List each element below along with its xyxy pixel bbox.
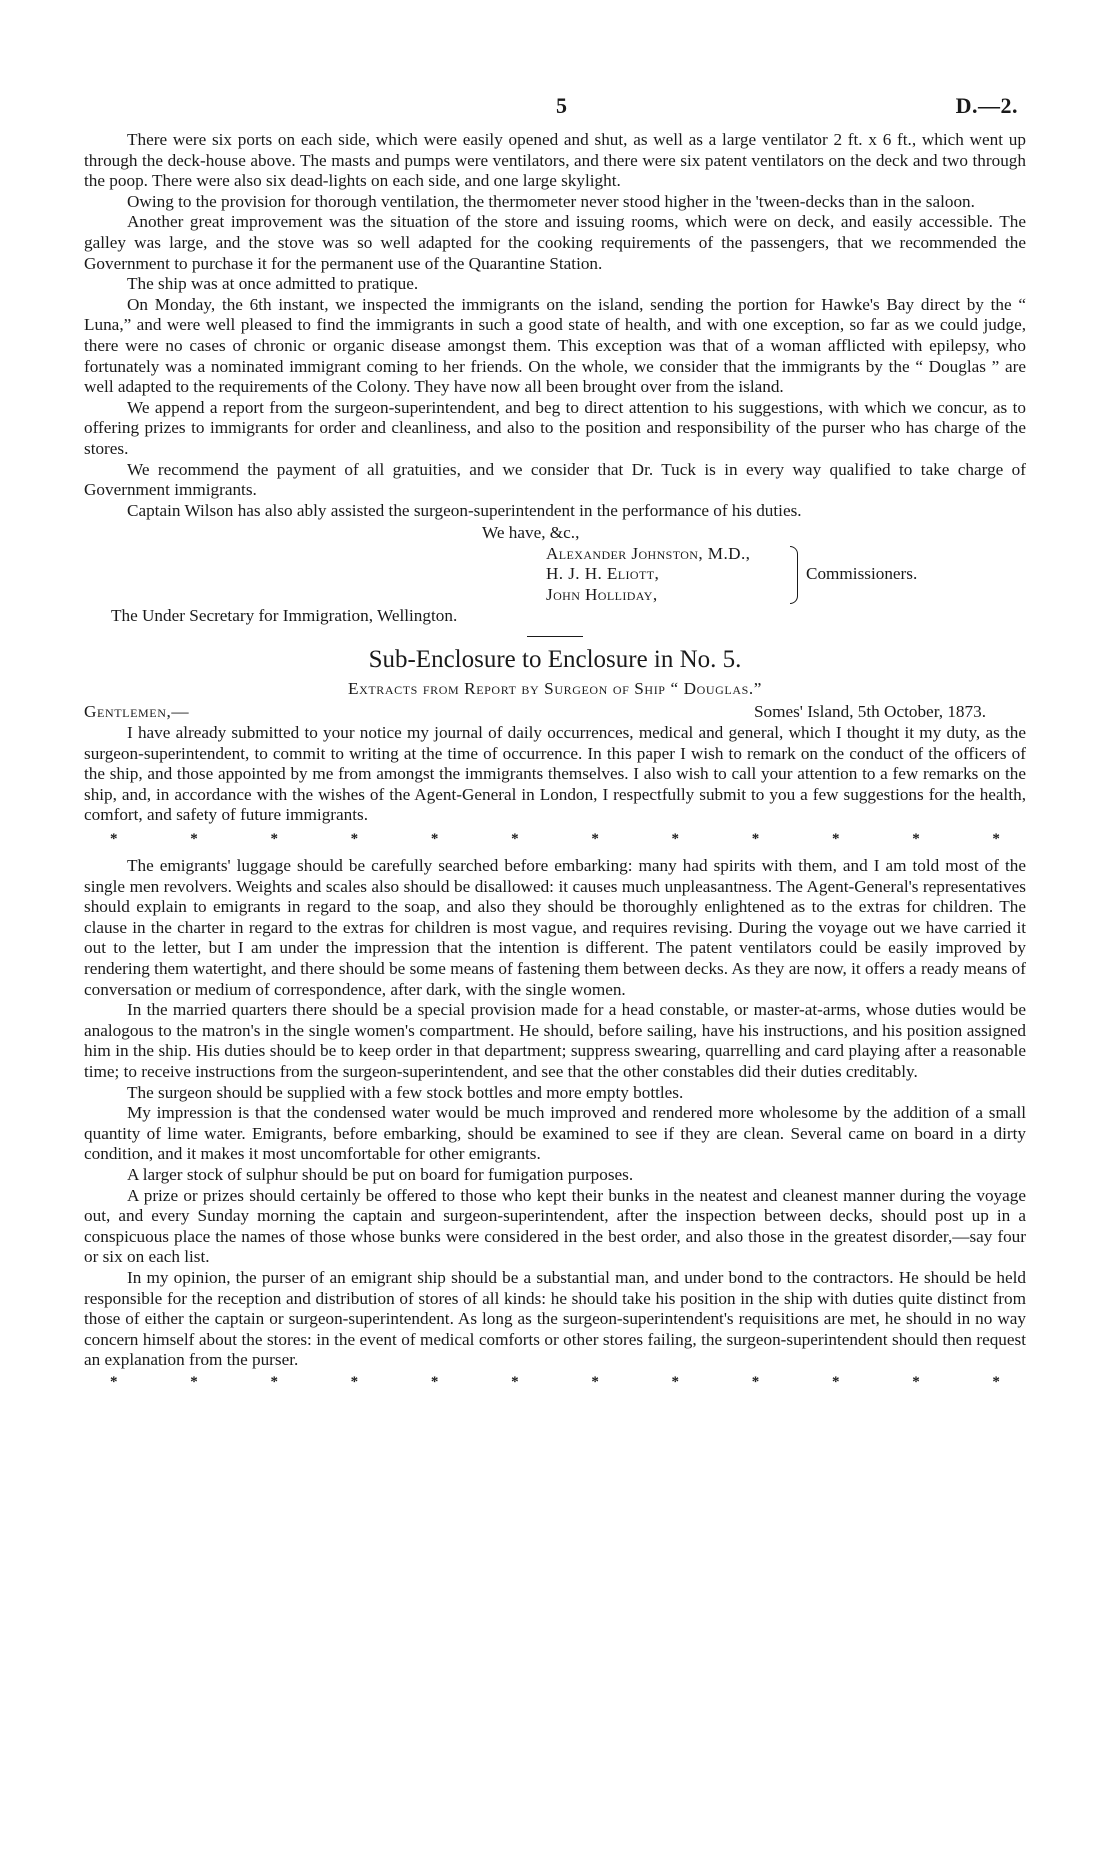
asterisk-divider [84,1371,1026,1393]
section-divider [527,636,583,637]
suggestion-paragraph: A larger stock of sulphur should be put on board for fumigation purposes. [127,1164,634,1184]
asterisk: * [831,1373,840,1390]
report-paragraph: Another great improvement was the situation of the store and issuing rooms, which were on deck, and easily accessible. The galley was large, and the stove was so well adapted for the cooking requirements of the passengers, that we recommended the Government to purchase it for the permanent use of the Quarantine Station. [84,212,1026,273]
asterisk: * [751,1373,760,1390]
page-header [84,93,1026,130]
document-page [84,93,1026,1399]
salutation: Gentlemen,— [84,702,190,722]
sub-enclosure-title: Sub-Enclosure to Enclosure in No. 5. [368,646,742,674]
asterisk: * [350,831,359,848]
page-number: 5 [556,93,567,118]
asterisk: * [831,831,840,848]
commissioners-report [84,130,1026,521]
report-paragraph: On Monday, the 6th instant, we inspected the immigrants on the island, sending the portion for Hawke's Bay direct by the “ Luna,” and were well pleased to find the immigrants in such a good state of health, and with one exception, so far as we could judge, there were no cases of chronic or organic disease amongst them. This exception was that of a woman afflicted with epilepsy, who fortunately was a nominated immigrant coming to her friends. On the whole, we consider that the immigrants by the “ Douglas ” are well adapted to the requirements of the Colony. They have now all been brought over from the island. [84,294,1026,397]
report-paragraph: Captain Wilson has also ably assisted the surgeon-superintendent in the performance of his duties. [127,500,802,520]
report-paragraph: The ship was at once admitted to pratique. [127,274,419,294]
report-paragraph: Owing to the provision for thorough ventilation, the thermometer never stood higher in the 'tween-decks than in the saloon. [127,191,975,211]
asterisk: * [992,831,1000,848]
asterisk: * [591,1373,599,1390]
signatory-name: John Holliday, [546,585,658,605]
asterisk: * [912,1373,920,1390]
report-paragraph: We append a report from the surgeon-superintendent, and beg to direct attention to his suggestions, with which we concur, as to offering prizes to immigrants for order and cleanliness, and also to the position and responsibility of the purser who has charge of the stores. [84,397,1026,458]
signatory-role: Commissioners. [806,563,918,583]
surgeon-suggestions [84,856,1026,1371]
brace-symbol [790,546,798,604]
asterisk: * [110,831,118,848]
suggestion-paragraph: A prize or prizes should certainly be offered to those who kept their bunks in the neatest and cleanest manner during the voyage out, and every Sunday morning the captain and surgeon-superintendent, after the inspection between decks, should post up in a conspicuous place the names of those whose bunks were considered in the best order, and also those in the greatest disorder,—say four or six on each list. [84,1185,1026,1267]
asterisk: * [912,831,920,848]
asterisk: * [430,1373,439,1390]
suggestion-paragraph: The emigrants' luggage should be carefully searched before embarking: many had spirits with them, and I am told most of the single men revolvers. Weights and scales also should be disallowed: it causes much unpleasantness. The Agent-General's representatives should explain to emigrants in regard to the soap, and also they should be thoroughly enlightened as to the extras for children. The clause in the charter in regard to the extras for children is most vague, and requires revising. During the voyage out we have carried it out to the letter, but I am under the impression that the intention is different. The patent ventilators could be easily improved by rendering them watertight, and there should be some means of fastening them between decks. As they are now, it offers a ready means of conversation or medium of correspondence, after dark, with the single women. [84,856,1026,999]
asterisk: * [190,831,198,848]
addressee: The Under Secretary for Immigration, Wellington. [111,605,458,625]
suggestion-paragraph: In the married quarters there should be a special provision made for a head constable, or master-at-arms, whose duties would be analogous to the matron's in the single women's compartment. He should, before sailing, have his instructions, and his position assigned him in the ship. His duties should be to keep order in that department; suppress swearing, quarrelling and card playing after a reasonable time; to receive instructions from the surgeon-superintendent, and see that the other constables did their duties creditably. [84,1000,1026,1081]
asterisk-divider [84,828,1026,850]
asterisk: * [350,1373,359,1390]
report-paragraph: There were six ports on each side, which were easily opened and shut, as well as a large ventilator 2 ft. x 6 ft., which went up through the deck-house above. The masts and pumps were ventilators, and there were six patent ventilators on the deck and two through the poop. There were also six dead-lights on each side, and one large skylight. [84,130,1026,191]
salutation-line [84,702,1026,723]
signatory-name: H. J. H. Eliott, [546,564,660,584]
intro-paragraph: I have already submitted to your notice my journal of daily occurrences, medical and general, which I thought it my duty, as the surgeon-superintendent, to commit to writing at the time of occurrence. In this paper I wish to remark on the conduct of the officers of the ship, and those appointed by me from amongst the immigrants themselves. I also wish to call your attention to a few remarks on the ship, and, in accordance with the wishes of the Agent-General in London, I respectfully submit to you a few suggestions for the health, comfort, and safety of future immigrants. [84,723,1026,825]
signatory-name: Alexander Johnston, M.D., [546,543,751,563]
asterisk: * [751,831,760,848]
suggestion-paragraph: The surgeon should be supplied with a few stock bottles and more empty bottles. [127,1082,684,1102]
asterisk: * [591,831,599,848]
asterisk: * [270,1373,278,1390]
asterisk: * [511,1373,519,1390]
place-date: Somes' Island, 5th October, 1873. [753,702,986,722]
report-paragraph: We recommend the payment of all gratuities, and we consider that Dr. Tuck is in every way qualified to take charge of Government immigrants. [84,459,1026,500]
suggestion-paragraph: In my opinion, the purser of an emigrant ship should be a substantial man, and under bond to the contractors. He should be held responsible for the reception and distribution of stores of all kinds: he should take his position in the ship with duties quite distinct from those of either the captain or surgeon-superintendent. As long as the surgeon-superintendent's requisitions are met, he should in no way concern himself about the stores: in the event of medical comforts or other stores failing, the surgeon-superintendent should then request an explanation from the purser. [84,1267,1026,1370]
document-reference: D.—2. [955,93,1018,118]
asterisk: * [430,831,439,848]
asterisk: * [190,1373,198,1390]
asterisk: * [511,831,519,848]
asterisk: * [671,831,680,848]
suggestion-paragraph: My impression is that the condensed water would be much improved and rendered more wholesome by the addition of a small quantity of lime water. Emigrants, before embarking, should be examined to see if they are clean. Several came on board in a dirty condition, and it makes it most uncomfortable for other emigrants. [84,1103,1026,1164]
asterisk: * [671,1373,680,1390]
asterisk: * [270,831,278,848]
sub-enclosure-subtitle: Extracts from Report by Surgeon of Ship “ Douglas.” [347,679,762,699]
signature-block [546,544,966,606]
asterisk: * [992,1373,1000,1390]
signoff: We have, &c., [482,523,580,543]
asterisk: * [110,1373,118,1390]
